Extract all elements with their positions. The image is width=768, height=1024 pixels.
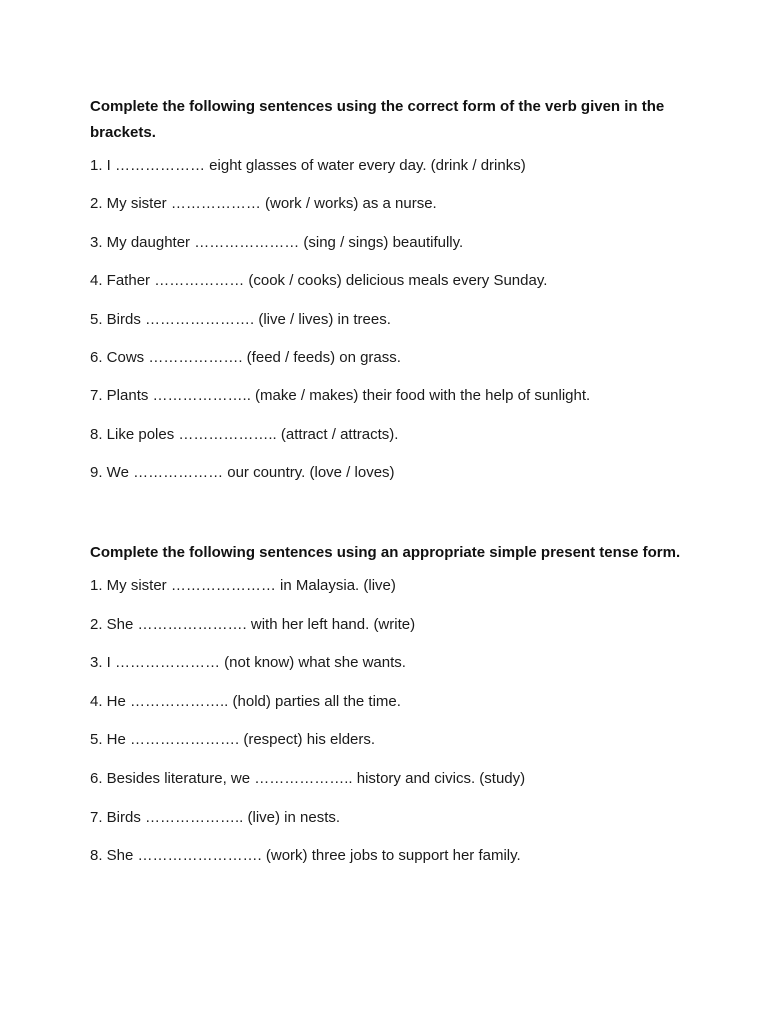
exercise-verb-choice [90, 94, 690, 502]
exercise-simple-present [90, 540, 690, 885]
exercise-item: 6. Cows ………………. (feed / feeds) on grass. [90, 348, 401, 366]
exercise-item: 9. We ……………… our country. (love / loves) [90, 464, 395, 482]
exercise-item: 1. My sister ………………… in Malaysia. (live) [90, 577, 396, 594]
exercise-item: 6. Besides literature, we ……………….. history and civics. (study) [90, 769, 526, 787]
exercise-list [90, 156, 690, 483]
exercise-item: 5. Birds …………………. (live / lives) in trees. [90, 310, 391, 328]
exercise-item: 4. Father ……………… (cook / cooks) delicious meals every Sunday. [90, 272, 548, 290]
exercise-item: 7. Plants ……………….. (make / makes) their food with the help of sunlight. [90, 387, 591, 405]
exercise-item: 3. My daughter ………………… (sing / sings) beautifully. [90, 233, 464, 251]
exercise-item: 2. My sister ……………… (work / works) as a nurse. [90, 195, 437, 213]
exercise-list [90, 576, 690, 866]
exercise-item: 7. Birds ……………….. (live) in nests. [90, 808, 341, 826]
exercise-item: 2. She …………………. with her left hand. (write) [90, 615, 416, 633]
exercise-item: 5. He …………………. (respect) his elders. [90, 731, 376, 749]
exercise-item: 8. Like poles ……………….. (attract / attracts). [90, 425, 399, 443]
instruction-heading: Complete the following sentences using an appropriate simple present tense form. [90, 544, 681, 561]
exercise-item: 1. I ……………… eight glasses of water every day. (drink / drinks) [90, 157, 526, 174]
exercise-item: 4. He ……………….. (hold) parties all the time. [90, 692, 401, 710]
exercise-item: 3. I ………………… (not know) what she wants. [90, 654, 406, 672]
instruction-heading: Complete the following sentences using the correct form of the verb given in the brackets. [90, 98, 665, 141]
exercise-item: 8. She ……………………. (work) three jobs to support her family. [90, 847, 521, 865]
